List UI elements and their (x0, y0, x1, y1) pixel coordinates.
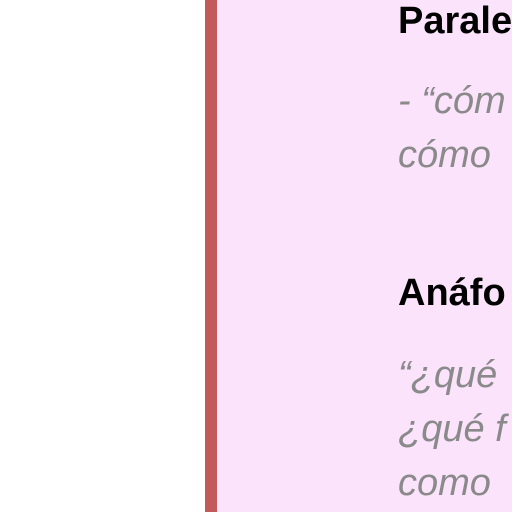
section-quote-paralelismo (398, 74, 506, 182)
section-heading-paralelismo: Parale (398, 0, 512, 42)
accent-bar (205, 0, 217, 512)
left-margin (0, 0, 205, 512)
section-quote-anafora (398, 348, 506, 510)
section-heading-anafora: Anáfo (398, 272, 506, 314)
quote-line: como (398, 462, 491, 504)
slide-panel (217, 0, 512, 512)
quote-line: “¿qué (398, 354, 498, 396)
quote-line: cómo (398, 134, 491, 176)
quote-line: - “cóm (398, 80, 506, 122)
quote-line: ¿qué f (398, 408, 506, 450)
